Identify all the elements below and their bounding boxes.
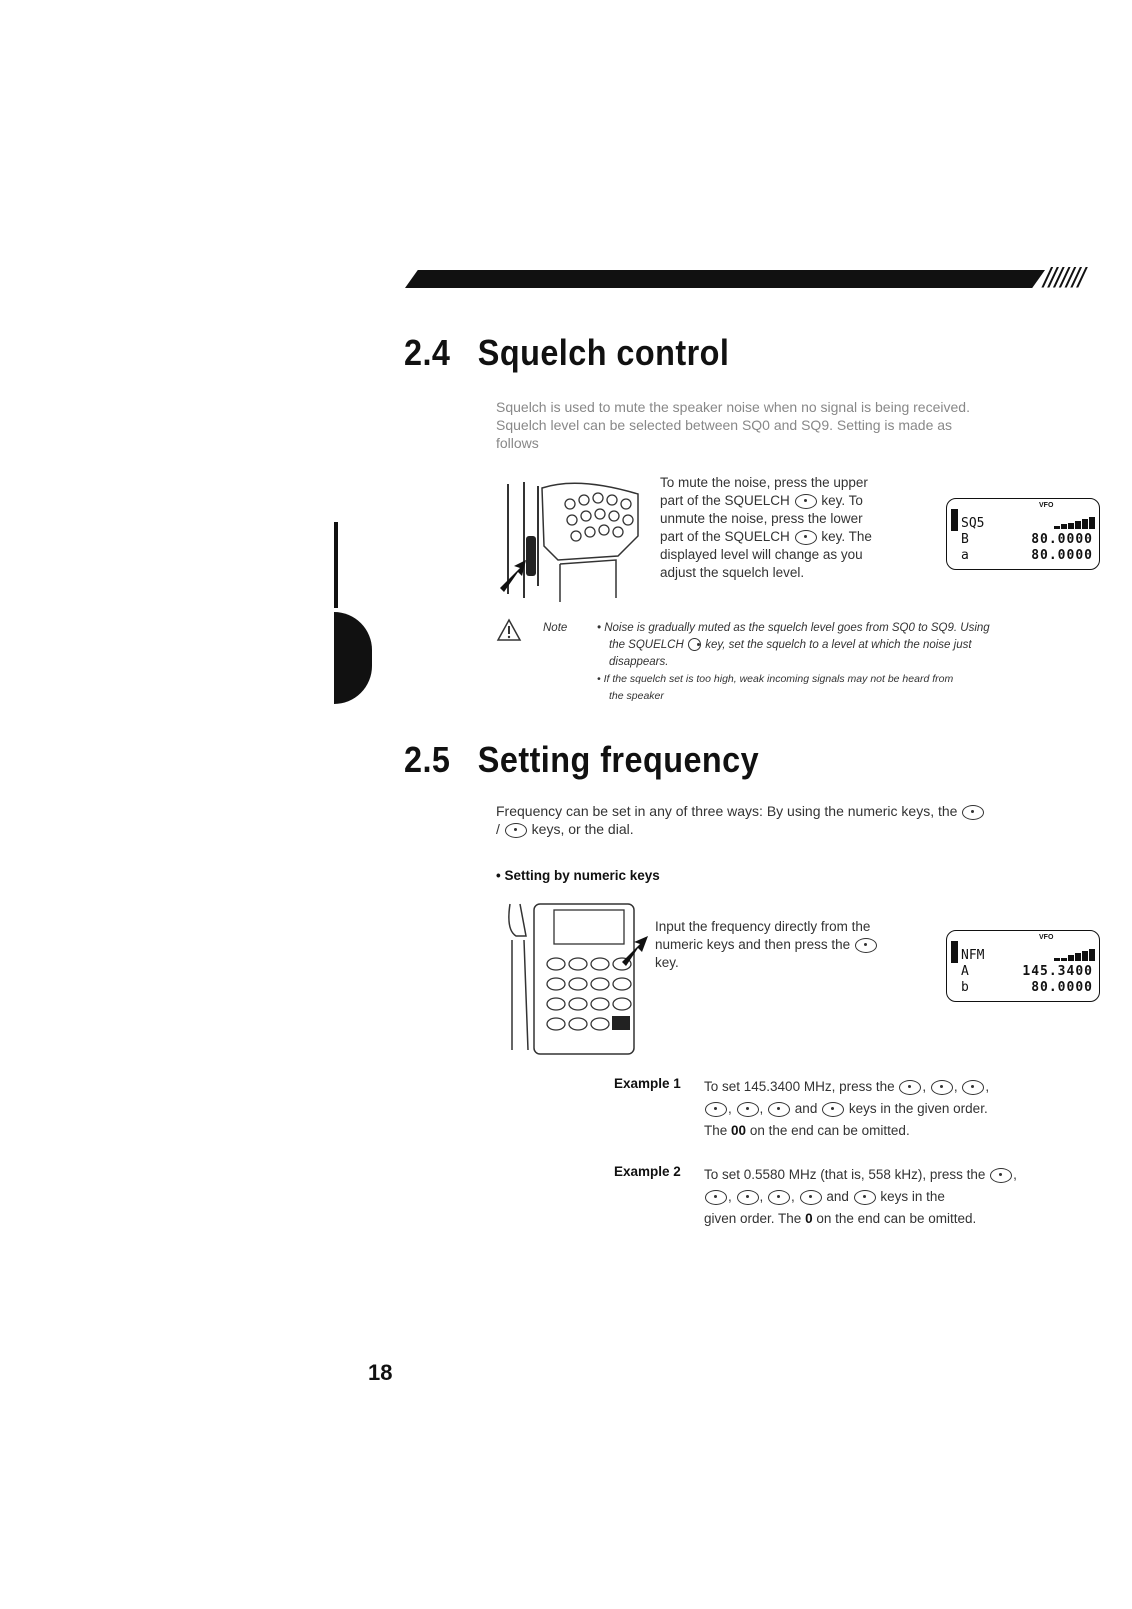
ent-key-icon (822, 1102, 844, 1117)
section-2-5-intro (496, 802, 1096, 838)
lcd-signal-meter-icon (1054, 949, 1095, 961)
note-line: disappears. (609, 656, 669, 668)
lcd-vfo-a-label: A (961, 964, 969, 979)
lcd-vfo-a-freq: 145.3400 (1022, 964, 1093, 979)
example-1-label: Example 1 (614, 1076, 681, 1091)
key-3-icon (737, 1102, 759, 1117)
key-dot-icon (705, 1102, 727, 1117)
instruction-line: Input the frequency directly from the (655, 919, 871, 934)
example-2-text (704, 1164, 1114, 1230)
example-line: To set 0.5580 MHz (that is, 558 kHz), press the , (704, 1167, 1017, 1182)
lcd-display-frequency (946, 930, 1100, 1002)
intro-line: Frequency can be set in any of three ways: By using the numeric keys, the (496, 802, 1096, 820)
side-tab-marker (334, 612, 372, 704)
example-line: , , , and keys in the (704, 1186, 1114, 1208)
lcd-vfo-a-freq: 80.0000 (1031, 548, 1093, 563)
key-5-icon (737, 1190, 759, 1205)
squelch-key-icon (688, 638, 701, 651)
section-title-text: Squelch control (477, 332, 730, 373)
note-line: the speaker (609, 690, 664, 702)
numeric-key-instructions (655, 918, 945, 972)
instruction-line: adjust the squelch level. (660, 565, 805, 580)
example-1-text (704, 1076, 1104, 1142)
intro-line: / keys, or the dial. (496, 821, 634, 837)
up-key-icon (962, 805, 984, 820)
key-0-icon (990, 1168, 1012, 1183)
lcd-vfo-label: VFO (1039, 934, 1054, 941)
key-5-icon (962, 1080, 984, 1095)
key-4-icon (768, 1102, 790, 1117)
lcd-vfo-b-freq: 80.0000 (1031, 980, 1093, 995)
section-2-5-title (404, 739, 759, 781)
lcd-mode-label: NFM (961, 948, 985, 963)
example-line: To set 145.3400 MHz, press the , , , (704, 1079, 990, 1094)
note-label: Note (543, 622, 568, 634)
ent-key-icon (854, 1190, 876, 1205)
header-slashes: /////// (1043, 262, 1084, 293)
instruction-line: part of the SQUELCH key. To (660, 493, 863, 508)
instruction-line: numeric keys and then press the (655, 936, 945, 954)
squelch-instructions (660, 474, 920, 582)
page-number: 18 (368, 1360, 393, 1385)
example-2-label: Example 2 (614, 1164, 681, 1179)
radio-keypad-illustration (504, 900, 654, 1060)
squelch-down-key-icon (795, 530, 817, 545)
key-1-icon (899, 1080, 921, 1095)
lcd-vfo-b-label: B (961, 532, 969, 547)
warning-icon (496, 618, 522, 642)
key-5-icon (768, 1190, 790, 1205)
squelch-up-key-icon (795, 494, 817, 509)
lcd-signal-meter-icon (1054, 517, 1095, 529)
header-bar (405, 270, 1045, 288)
lcd-squelch-level: SQ5 (961, 516, 985, 531)
example-line: , , and keys in the given order. (704, 1098, 1104, 1120)
lcd-vfo-b-label: b (961, 980, 969, 995)
key-dot-icon (705, 1190, 727, 1205)
section-2-4-title (404, 332, 729, 374)
lcd-display-squelch (946, 498, 1100, 570)
example-line: given order. The 0 on the end can be omitted. (704, 1211, 977, 1226)
section-2-4-intro (496, 398, 1056, 452)
instruction-line: key. (655, 955, 679, 970)
key-4-icon (931, 1080, 953, 1095)
section-number: 2.4 (404, 332, 451, 373)
instruction-line: unmute the noise, press the lower (660, 511, 863, 526)
lcd-vfo-b-freq: 80.0000 (1031, 532, 1093, 547)
ent-key-icon (855, 938, 877, 953)
side-marker-line (334, 522, 338, 608)
intro-line: follows (496, 435, 539, 451)
intro-line: Squelch level can be selected between SQ0 and SQ9. Setting is made as (496, 417, 953, 433)
section-number: 2.5 (404, 739, 451, 780)
instruction-line: displayed level will change as you (660, 547, 863, 562)
note-content (597, 620, 1107, 705)
lcd-vfo-label: VFO (1039, 502, 1054, 509)
lcd-left-bar-icon (951, 509, 958, 531)
note-line: • Noise is gradually muted as the squelch level goes from SQ0 to SQ9. Using (597, 622, 990, 634)
example-line: The 00 on the end can be omitted. (704, 1123, 910, 1138)
instruction-line: part of the SQUELCH key. The (660, 529, 872, 544)
down-key-icon (505, 823, 527, 838)
key-8-icon (800, 1190, 822, 1205)
note-line: • If the squelch set is too high, weak incoming signals may not be heard from (597, 673, 954, 685)
instruction-line: To mute the noise, press the upper (660, 475, 868, 490)
intro-line: Squelch is used to mute the speaker noise when no signal is being received. (496, 399, 970, 415)
subheading-numeric-keys: • Setting by numeric keys (496, 868, 660, 883)
lcd-left-bar-icon (951, 941, 958, 963)
radio-side-illustration (498, 476, 648, 606)
note-line: the SQUELCH key, set the squelch to a level at which the noise just (609, 639, 972, 651)
section-title-text: Setting frequency (477, 739, 760, 780)
lcd-vfo-a-label: a (961, 548, 969, 563)
